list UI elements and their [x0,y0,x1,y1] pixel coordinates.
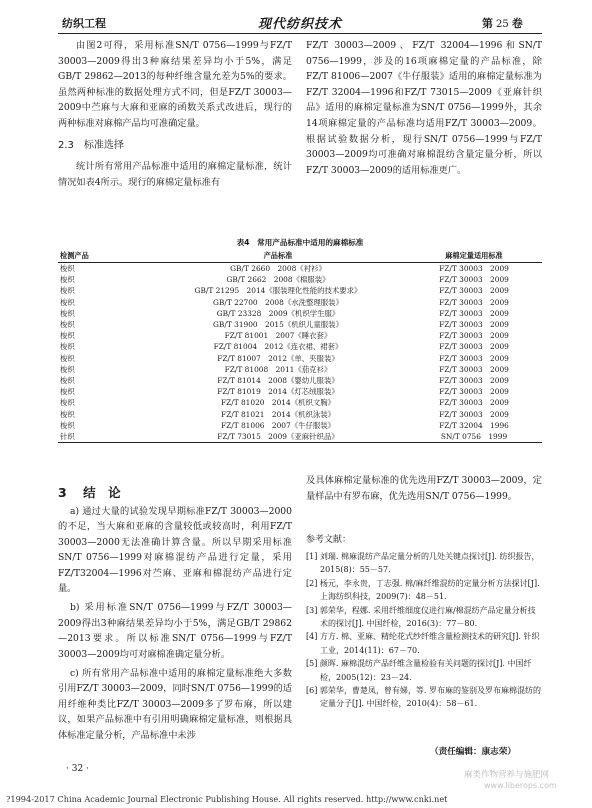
section-3-number: 3 [58,485,67,500]
table-cell-product: 梭织 [60,353,75,363]
table-cell-product: 梭织 [60,275,75,285]
table-header-applicable: 麻棉定量适用标准 [445,251,503,260]
table-cell-standard: FZ/T 81014 2008《婴幼儿服装》 [217,375,339,385]
table-cell-product: 梭织 [60,297,75,307]
table-cell-applicable: FZ/T 30003 2009 [439,364,509,374]
table-header-product: 检测产品 [60,251,89,260]
left-paragraph-2: 统计所有常用产品标准中适用的麻棉定量标准，统计情况如表4所示。现行的麻棉定量标准有 [58,161,292,188]
reference-item: [5] 颜晖. 麻棉混纺产品纤维含量检验有关问题的探讨[J]. 中国纤检，2005(12)：23－24. [306,659,532,682]
watermark-chinese: 麻类作物营养与施肥网 [464,770,550,780]
table-cell-standard: GB/T 31900 2015《机织儿童服装》 [213,320,343,330]
table-row [58,408,542,419]
volume-prefix: 第 [482,17,493,30]
table-cell-product: 梭织 [60,398,75,408]
table-cell-applicable: FZ/T 30003 2009 [439,275,509,285]
table-cell-standard: FZ/T 81007 2012《单、夹服装》 [217,353,339,363]
left-column-conclusion [58,504,292,743]
conclusion-c: c) 所有常用产品标准中适用的麻棉定量标准绝大多数引用FZ/T 30003—2009，同时SN/T 0756—1999的适用纤维种类比FZ/T 30003—2009多了罗布麻，所以建议，如果产品标准中有引用明确麻棉定量标准，则根据具体标准定量分析，产品标准中未涉 [58,668,292,741]
table-cell-standard: GB/T 2662 2008《棉服装》 [226,275,330,285]
table-cell-applicable: FZ/T 30003 2009 [439,286,509,296]
table-cell-standard: GB/T 23328 2009《机织学生服》 [216,308,340,318]
left-column-top [58,38,292,190]
table-cell-standard: GB/T 22700 2008《水洗整理服装》 [213,297,343,307]
table-cell-applicable: FZ/T 30003 2009 [439,409,509,419]
volume-number: 25 [496,19,509,30]
table-cell-product: 梭织 [60,264,75,274]
table-cell-product: 梭织 [60,286,75,296]
table-cell-product: 梭织 [60,387,75,397]
volume-suffix: 卷 [511,17,523,30]
references-heading: 参考文献： [306,535,352,545]
reference-item: [3] 郭荣华，程娜. 采用纤维细度仪进行麻/棉混纺产品定量分析技术的探讨[J]. 中国纤检，2016(3)：77－80. [306,605,536,629]
table-row [58,386,542,397]
table-cell-standard: FZ/T 81008 2011《茄克衫》 [224,364,332,374]
reference-list [306,550,542,711]
table-cell-product: 梭织 [60,342,75,352]
table-row [58,285,542,296]
table-cell-applicable: FZ/T 32004 1996 [439,420,509,430]
table-cell-applicable: FZ/T 30003 2009 [439,320,509,330]
conclusion-continued: 及具体麻棉定量标准的优先选用FZ/T 30003—2009，定量样品中有罗布麻，优先选用SN/T 0756—1999。 [306,475,542,502]
table-cell-product: 梭织 [60,364,75,374]
table-row [58,297,542,308]
table-cell-applicable: FZ/T 30003 2009 [439,387,509,397]
table-cell-product: 针织 [60,431,75,441]
table-row [58,431,542,443]
table-row [58,375,542,386]
table-cell-applicable: FZ/T 30003 2009 [439,398,509,408]
table-header-standard: 产品标准 [263,251,293,260]
conclusion-a: a) 通过大量的试验发现早期标准FZ/T 30003—2000的不足，当大麻和亚麻的含量较低或较高时，利用FZ/T 30003—2000无法准确计算含量。所以早期采用标准SN/T 0756—1999对麻棉混纺产品进行定量，采用FZ/T32004—1996对苎麻、亚麻和棉混纺产品进行定量。 [58,506,292,595]
section-2-3-heading: 2.3 标准选择 [58,139,124,151]
table-cell-applicable: FZ/T 30003 2009 [439,342,509,352]
table-row [58,353,542,364]
table-cell-standard: GB/T 21295 2014《服装理化性能的技术要求》 [194,286,362,296]
left-paragraph-1: 由图2可得，采用标准SN/T 0756—1999与FZ/T 30003—2009得出3种麻结果差异均小于5%，满足GB/T 29862—2013的每种纤维含量允差为5%的要求。虽然两种标准的数据处理方式不同，但是FZ/T 30003—2009中苎麻与大麻和亚麻的函数关系式改进后，现行的两种标准对麻棉产品均可准确定量。 [58,40,292,129]
section-3-heading [58,483,121,501]
reference-item: [4] 方方. 棉、亚麻、精纶花式纱纤维含量检测技术的研究[J]. 针织工业，2014(11)：67－70. [306,632,540,655]
table-cell-product: 梭织 [60,409,75,419]
reference-item: [1] 刘瑞. 棉麻混纺产品定量分析的几处关键点探讨[J]. 纺织报告，2015(8)：55－57. [306,552,540,575]
reference-item: [6] 郭荣华，曹楚凤，曾有娣，等. 罗布麻的鉴别及罗布麻棉混纺的定量分子[J]. 中国纤检，2010(4)：58－61. [306,686,541,709]
table-cell-applicable: FZ/T 30003 2009 [439,264,509,274]
table-row [58,330,542,341]
right-column-top [306,38,542,178]
table-row [58,274,542,285]
table-row [58,364,542,375]
table-cell-standard: FZ/T 81021 2014《机织泳装》 [220,409,336,419]
table-cell-product: 梭织 [60,375,75,385]
table-cell-standard: FZ/T 81001 2007《睡衣套》 [224,331,332,341]
journal-name-calligraphy: 现代纺织技术 [258,17,343,32]
table-cell-product: 梭织 [60,420,75,430]
table-cell-product: 梭织 [60,308,75,318]
standards-table [58,251,542,443]
table-row [58,319,542,330]
table-cell-standard: FZ/T 81006 2007《牛仔服装》 [220,420,336,430]
section-3-title: 结 论 [83,485,121,500]
table-title: 表4 常用产品标准中适用的麻棉标准 [236,238,364,247]
volume-label [482,15,523,31]
table-row [58,263,542,275]
table-cell-standard: FZ/T 81020 2014《机织文胸》 [220,398,336,408]
table-row [58,397,542,408]
table-cell-product: 梭织 [60,331,75,341]
table-cell-standard: FZ/T 81019 2014《灯芯绒服装》 [217,387,339,397]
table-cell-applicable: FZ/T 30003 2009 [439,353,509,363]
table-cell-standard: FZ/T 81004 2012《连衣裙、裙套》 [213,342,343,352]
editor-note: （责任编辑：康志荣） [430,747,516,757]
table-row [58,308,542,319]
right-column-conclusion [306,473,542,504]
table-row [58,420,542,431]
right-paragraph-1: FZ/T 30003—2009、FZ/T 32004—1996和SN/T 0756—1999，涉及的16项麻棉定量的产品标准，除FZ/T 81006—2007《牛仔服装》适用的麻棉定量标准为FZ/T 32004—1996和FZ/T 73015—2009《亚麻针织品》适用的麻棉定量标准为SN/T 0756—1999外，其余14项麻棉定量的产品标准均适用FZ/T 30003—2009。根据试验数据分析，现行SN/T 0756—1999与FZ/T 30003—2009均可准确对麻棉混纺含量定量分析，所以FZ/T 30003—2009的适用标准更广。 [306,40,542,176]
conclusion-b: b) 采用标准SN/T 0756—1999与FZ/T 30003—2009得出3种麻结果差异均小于5%，满足GB/T 29862—2013要求。所以标准SN/T 0756—1999与FZ/T 30003—2009均可对麻棉准确定量分析。 [58,602,292,660]
table-cell-applicable: FZ/T 30003 2009 [439,375,509,385]
copyright-line: ?1994-2017 China Academic Journal Electronic Publishing House. All rights reserved. http://www.cnki.net [6,794,448,804]
table-cell-standard: GB/T 2660 2008《衬衫》 [230,264,326,274]
table-cell-applicable: FZ/T 30003 2009 [439,308,509,318]
header-rule [58,33,542,34]
table-header-row [58,251,542,263]
watermark-url: www.liberops.com [484,781,557,790]
table-cell-product: 梭织 [60,320,75,330]
table-cell-applicable: SN/T 0756 1999 [440,431,508,441]
table-row [58,341,542,352]
table-cell-standard: FZ/T 73015 2009《亚麻针织品》 [217,431,339,441]
page-number: · 32 · [66,764,89,774]
journal-section-header: 纺织工程 [62,17,106,30]
table-cell-applicable: FZ/T 30003 2009 [439,331,509,341]
table-cell-applicable: FZ/T 30003 2009 [439,297,509,307]
reference-item: [2] 杨元，李永贵，丁志强. 棉/麻纤维混纺的定量分析方法探讨[J]. 上海纺织科技，2009(7)：48－51. [306,578,540,602]
